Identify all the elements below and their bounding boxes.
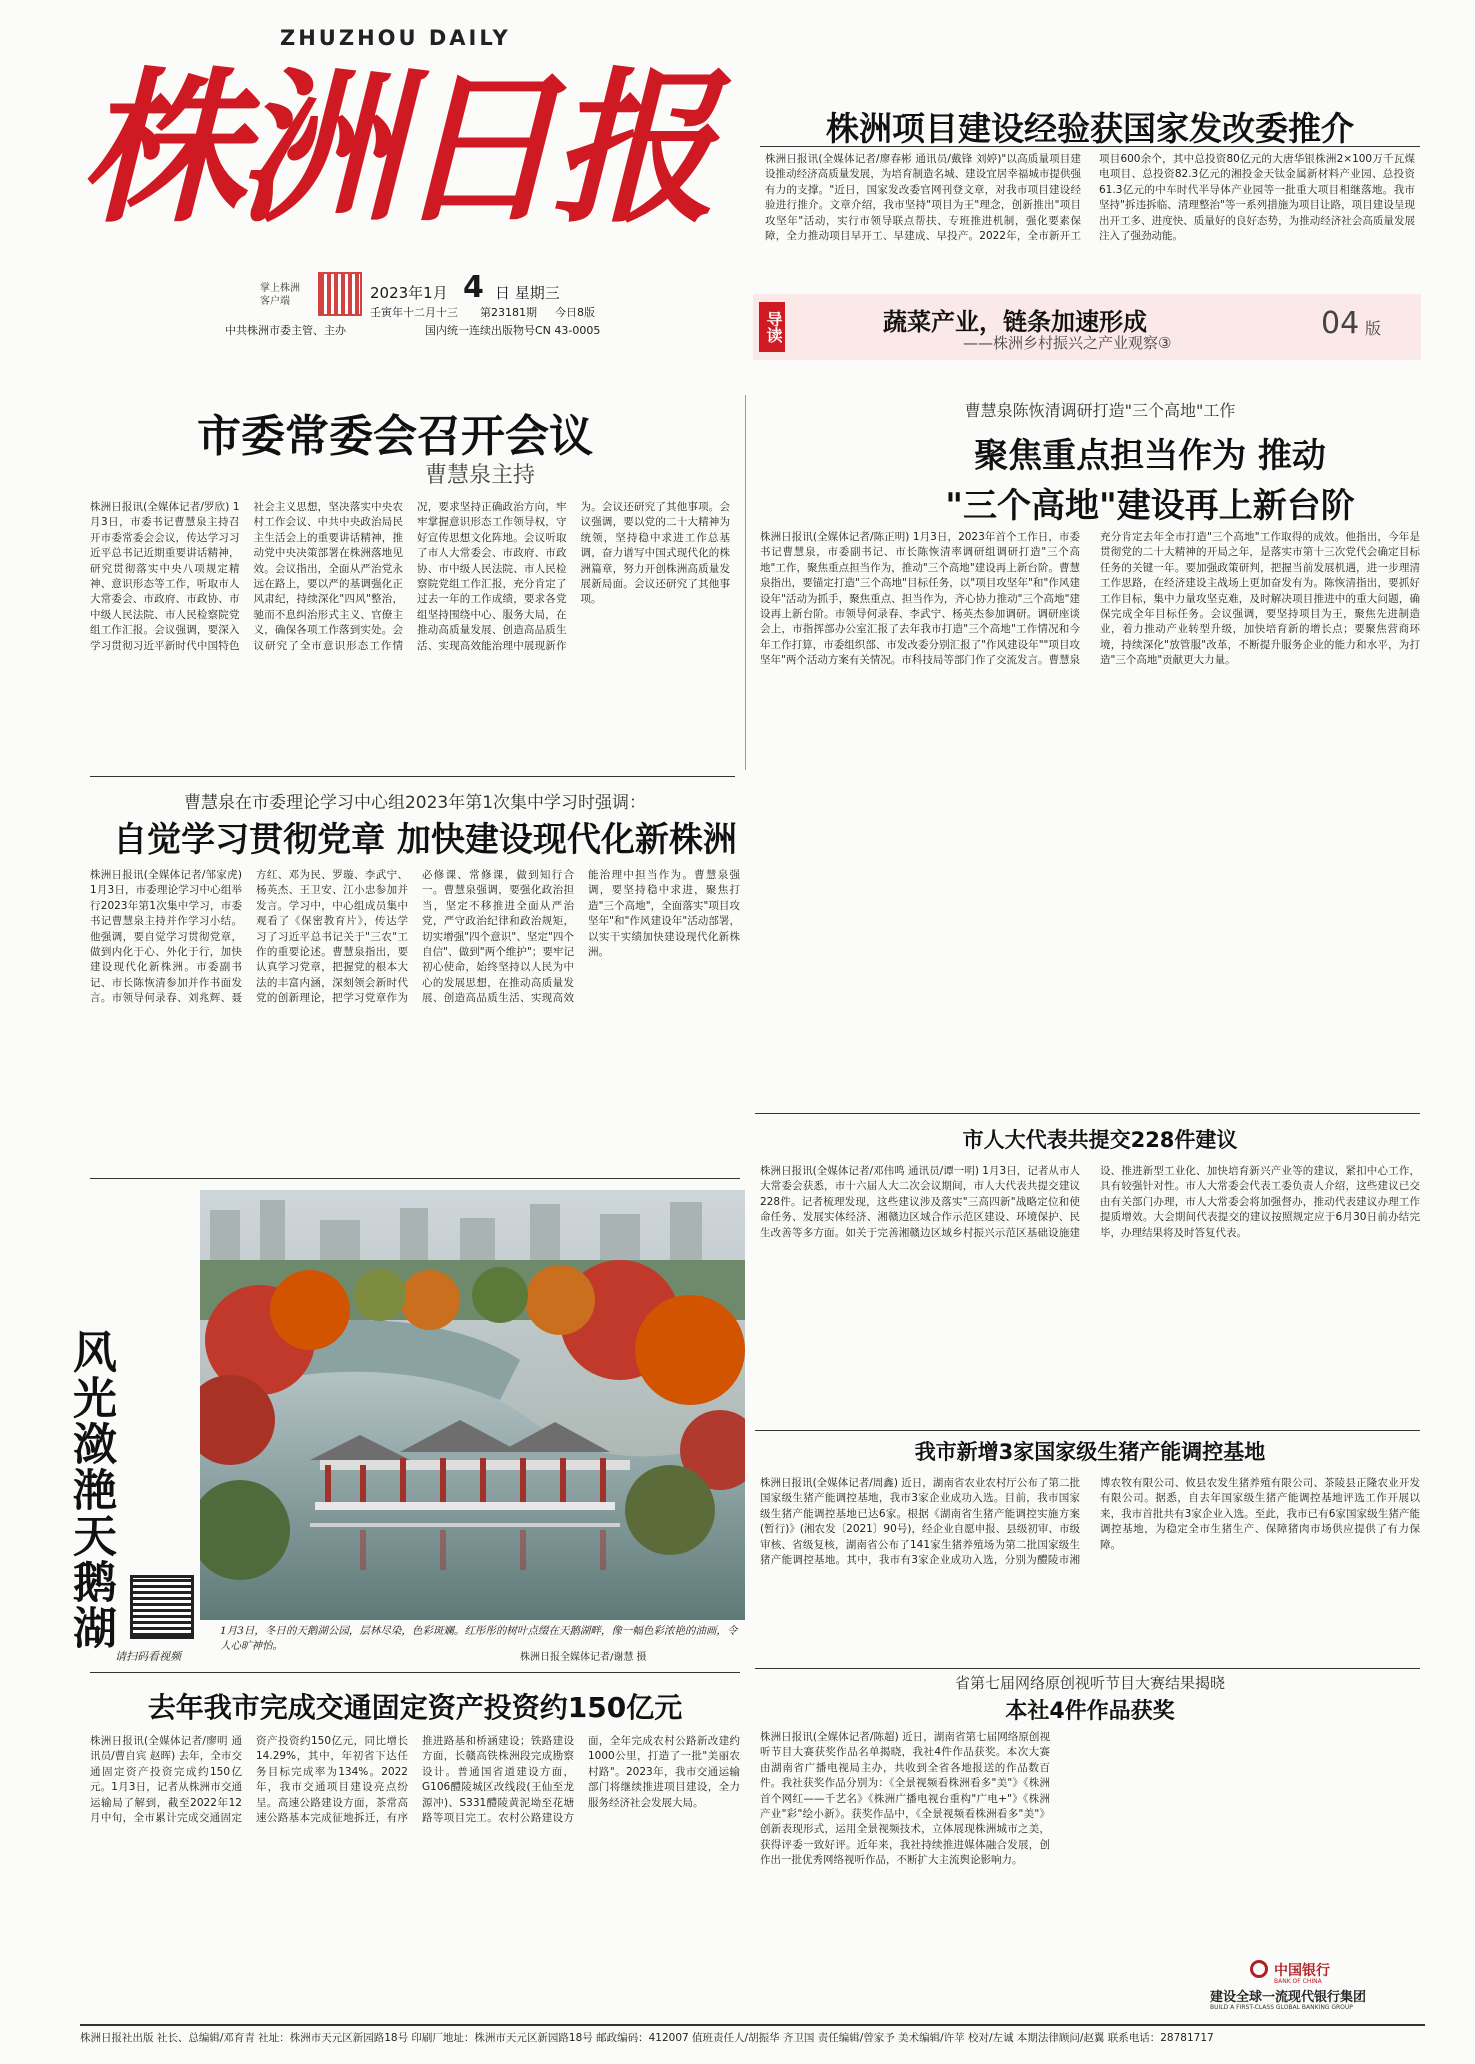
bank-slogan: 建设全球一流现代银行集团 bbox=[1210, 1990, 1367, 2005]
story3-body: 株洲日报讯(全媒体记者/邹家虎) 1月3日，市委理论学习中心组举行2023年第1次集中学习，市委书记曹慧泉主持并作学习小结。他强调，要自觉学习贯彻党章，做到内化于心、外化于行，加快建设现代化新株洲。市委副书记、市长陈恢清参加并作书面发言。市领导何录春、刘兆辉、聂方红、邓为民、罗璇、李武宁、杨英杰、王卫安、江小忠参加并发言。学习中，中心组成员集中观看了《保密教育片》，传达学习了习近平总书记关于"三农"工作的重要论述。曹慧泉指出，要认真学习党章，把握党的根本大法的丰富内涵，深刻领会新时代党的创新理论，把学习党章作为必修课、常修课，做到知行合一。曹慧泉强调，要强化政治担当，坚定不移推进全面从严治党，严守政治纪律和政治规矩，切实增强"四个意识"、坚定"四个自信"、做到"两个维护"；要牢记初心使命，始终坚持以人民为中心的发展思想，在推动高质量发展、创造高品质生活、实现高效能治理中担当作为。曹慧泉强调，要坚持稳中求进，聚焦打造"三个高地"，全面落实"项目攻坚年"和"作风建设年"活动部署，以实干实绩加快建设现代化新株洲。 bbox=[90, 869, 740, 1005]
bank-ad[interactable] bbox=[1060, 1958, 1420, 2020]
story5-headline: 我市新增3家国家级生猪产能调控基地 bbox=[914, 1440, 1266, 1464]
story1-headline: 市委常委会召开会议 bbox=[197, 411, 593, 462]
story7-headline: 去年我市完成交通固定资产投资约150亿元 bbox=[147, 1691, 683, 1724]
cn-number: 国内统一连续出版物号CN 43-0005 bbox=[425, 324, 601, 337]
story2-headline-1: 聚焦重点担当作为 推动 bbox=[974, 436, 1326, 476]
preview-bar[interactable] bbox=[753, 294, 1421, 360]
photo-qr-label: 请扫码看视频 bbox=[115, 1650, 181, 1663]
top-story-headline: 株洲项目建设经验获国家发改委推介 bbox=[826, 109, 1354, 148]
story7-body: 株洲日报讯(全媒体记者/廖明 通讯员/曹自宾 赵晖) 去年，全市交通固定资产投资完成约150亿元。1月3日，记者从株洲市交通运输局了解到，截至2022年12月中旬，全市累计完成交通固定资产投资约150亿元，同比增长14.29%，其中，年初省下达任务目标完成率为134%。2022年，我市交通项目建设亮点纷呈。高速公路建设方面，茶常高速公路基本完成征地拆迁，有序推进路基和桥涵建设；铁路建设方面，长赣高铁株洲段完成勘察设计。普通国省道建设方面，G106醴陵城区改线段(王仙至龙源冲)、S331醴陵黄泥坳至花塘路等项目完工。农村公路建设方面，全年完成农村公路新改建约1000公里，打造了一批"美丽农村路"。2023年，我市交通运输部门将继续推进项目建设，全力服务经济社会发展大局。 bbox=[90, 1735, 740, 1825]
story6-body-cont bbox=[1060, 1730, 1420, 1955]
story1-body: 株洲日报讯(全媒体记者/罗欣) 1月3日，市委书记曹慧泉主持召开市委常委会会议，传达学习习近平总书记近期重要讲话精神，研究贯彻落实中央八项规定精神、意识形态等工作，听取市人大常委会、市政府、市政协、市中级人民法院、市人民检察院党组工作汇报。会议强调，要深入学习贯彻习近平新时代中国特色社会主义思想，坚决落实中央农村工作会议、中共中央政治局民主生活会上的重要讲话精神，推动党中央决策部署在株洲落地见效。会议指出，全面从严治党永远在路上，要以严的基调强化正风肃纪，持续深化"四风"整治，驰而不息纠治形式主义、官僚主义，确保各项工作落到实处。会议研究了全市意识形态工作情况，要求坚持正确政治方向，牢牢掌握意识形态工作领导权，守好宣传思想文化阵地。会议听取了市人大常委会、市政府、市政协、市中级人民法院、市人民检察院党组工作汇报，充分肯定了过去一年的工作成绩，要求各党组坚持围绕中心、服务大局，在推动高质量发展、创造高品质生活、实现高效能治理中展现新作为。会议还研究了其他事项。会议强调，要以党的二十大精神为统领，坚持稳中求进工作总基调，奋力谱写中国式现代化的株洲篇章，努力开创株洲高质量发展新局面。会议还研究了其他事项。 bbox=[90, 501, 730, 652]
photo-vertical-title: 风光潋滟天鹅湖 bbox=[65, 1329, 116, 1651]
photo-caption: 1月3日，冬日的天鹅湖公园，层林尽染，色彩斑斓。红彤彤的树叶点缀在天鹅湖畔，像一幅色彩浓艳的油画，令人心旷神怡。 bbox=[220, 1625, 738, 1652]
preview-page-no: 04 bbox=[1321, 306, 1360, 341]
app-qr-label: 掌上株洲 客户端 bbox=[260, 283, 300, 307]
bank-logo-icon bbox=[1250, 1960, 1268, 1978]
story6-body: 株洲日报讯(全媒体记者/陈超) 近日，湖南省第七届网络原创视听节目大赛获奖作品名单揭晓，我社4件作品获奖。本次大赛由湖南省广播电视局主办，共收到全省各地报送的作品数百件。我社获奖作品分别为：《全景视频看株洲看多"美"》《株洲首个网红——千艺名》《株洲广播电视台重构"广电+"》《株洲产业"彩"绘小新》。获奖作品中，《全景视频看株洲看多"美"》创新表现形式，运用全景视频技术，立体展现株洲城市之美，获得评委一致好评。近年来，我社持续推进媒体融合发展，创作出一批优秀网络视听作品，不断扩大主流舆论影响力。 bbox=[760, 1731, 1050, 1867]
masthead-title: 株洲日报 bbox=[80, 51, 708, 245]
story2-body: 株洲日报讯(全媒体记者/陈正明) 1月3日，2023年首个工作日，市委书记曹慧泉，市委副书记、市长陈恢清率调研组调研打造"三个高地"工作，聚焦重点担当作为，推动"三个高地"建设再上新台阶。曹慧泉指出，要锚定打造"三个高地"目标任务，以"项目攻坚年"和"作风建设年"活动为抓手，聚焦重点、担当作为，齐心协力推动"三个高地"建设再上新台阶。市领导何录春、李武宁、杨英杰参加调研。调研座谈会上，市指挥部办公室汇报了去年我市打造"三个高地"工作情况和今年工作打算，市委组织部、市发改委分别汇报了"作风建设年""项目攻坚年"两个活动方案有关情况。市科技局等部门作了交流发言。曹慧泉充分肯定去年全市打造"三个高地"工作取得的成效。他指出，今年是贯彻党的二十大精神的开局之年，是落实市第十三次党代会确定目标任务的关键一年。要加强政策研判，把握当前发展机遇，进一步理清工作思路，在经济建设主战场上更加奋发有为。陈恢清指出，要抓好工作目标，集中力量攻坚克难，及时解决项目推进中的重大问题，确保完成全年目标任务。会议强调，要坚持项目为王，聚焦先进制造业，着力推动产业转型升级，加快培育新的增长点；要聚焦营商环境，持续深化"放管服"改革，不断提升服务企业的能力和水平，为打造"三个高地"贡献更大力量。 bbox=[760, 531, 1420, 667]
story3-headline: 自觉学习贯彻党章 加快建设现代化新株洲 bbox=[113, 820, 737, 860]
story2-kicker: 曹慧泉陈恢清调研打造"三个高地"工作 bbox=[964, 401, 1236, 420]
photo-credit: 株洲日报全媒体记者/谢慧 摄 bbox=[520, 1652, 647, 1663]
app-qr-code[interactable] bbox=[318, 272, 362, 316]
bank-slogan-en: BUILD A FIRST-CLASS GLOBAL BANKING GROUP bbox=[1210, 2004, 1353, 2011]
story1-subhead: 曹慧泉主持 bbox=[424, 463, 535, 488]
bank-name: 中国银行 bbox=[1274, 1963, 1330, 1979]
preview-title: 蔬菜产业，链条加速形成 bbox=[883, 308, 1147, 336]
day-number: 4 bbox=[463, 270, 484, 305]
english-title: ZHUZHOU DAILY bbox=[280, 26, 511, 50]
lake-photo bbox=[200, 1190, 745, 1620]
lunar-date: 壬寅年十二月十三 bbox=[370, 306, 458, 319]
date-line: 2023年1月 bbox=[370, 284, 448, 302]
preview-page-unit: 版 bbox=[1365, 319, 1382, 338]
top-story-body: 株洲日报讯(全媒体记者/廖春彬 通讯员/戴锋 刘婷)"以高质量项目建设推动经济高质量发展，为培育制造名城、建设宜居幸福城市提供强有力的支撑。"近日，国家发改委官网刊登文章，对我市项目建设经验进行推介。文章介绍，我市坚持"项目为王"理念，创新推出"项目攻坚年"活动，实行市领导联点帮扶、专班推进机制，强化要素保障，全力推动项目早开工、早建成、早投产。2022年，全市新开工项目600余个，其中总投资80亿元的大唐华银株洲2×100万千瓦煤电项目、总投资82.3亿元的湘投金天钛金属新材料产业园、总投资61.3亿元的中车时代半导体产业园等一批重大项目相继落地。我市坚持"拆违拆临、清理整治"等一系列措施为项目让路，项目建设呈现出开工多、进度快、质量好的良好态势，为推动经济社会高质量发展注入了强劲动能。 bbox=[765, 153, 1415, 243]
photo-qr-code[interactable] bbox=[130, 1575, 194, 1639]
preview-subtitle: ——株洲乡村振兴之产业观察③ bbox=[963, 334, 1172, 352]
preview-tag: 导读 bbox=[759, 302, 785, 352]
issue-number: 第23181期 bbox=[480, 306, 537, 319]
bank-en: BANK OF CHINA bbox=[1274, 1978, 1322, 1985]
footer: 株洲日报社出版 社长、总编辑/邓育青 社址：株洲市天元区新园路18号 印刷厂地址：株洲市天元区新园路18号 邮政编码：412007 值班责任人/胡振华 齐卫国 责任编辑/曾家予 美术编辑/许苹 校对/左诚 本期法律顾问/赵翼 联系电话：28781717 bbox=[80, 2032, 1214, 2044]
story4-headline: 市人大代表共提交228件建议 bbox=[962, 1128, 1238, 1152]
masthead bbox=[50, 0, 740, 395]
page-count: 今日8版 bbox=[555, 306, 595, 319]
story5-body: 株洲日报讯(全媒体记者/周鑫) 近日，湖南省农业农村厅公布了第二批国家级生猪产能调控基地，我市3家企业成功入选。目前，我市国家级生猪产能调控基地已达6家。根据《湖南省生猪产能调控实施方案(暂行)》(湘农发〔2021〕90号)，经企业自愿申报、县级初审、市级审核、省级复核，湖南省公布了141家生猪养殖场为第二批国家级生猪产能调控基地。其中，我市有3家企业成功入选，分别为醴陵市湘博农牧有限公司、攸县农发生猪养殖有限公司、茶陵县正隆农业开发有限公司。据悉，自去年国家级生猪产能调控基地评选工作开展以来，我市首批共有3家企业入选。至此，我市已有6家国家级生猪产能调控基地，为稳定全市生猪生产、保障猪肉市场供应提供了有力保障。 bbox=[760, 1477, 1420, 1567]
publisher: 中共株洲市委主管、主办 bbox=[225, 324, 346, 337]
story3-kicker: 曹慧泉在市委理论学习中心组2023年第1次集中学习时强调： bbox=[183, 793, 647, 813]
story2-headline-2: "三个高地"建设再上新台阶 bbox=[945, 486, 1355, 526]
story4-body: 株洲日报讯(全媒体记者/邓伟鸣 通讯员/谭一明) 1月3日，记者从市人大常委会获悉，市十六届人大二次会议期间，市人大代表共提交建议228件。记者梳理发现，这些建议涉及落实"三高四新"战略定位和使命任务、发展实体经济、湘赣边区域合作示范区建设、环境保护、民生改善等多方面。如关于完善湘赣边区域乡村振兴示范区基础设施建设、推进新型工业化、加快培育新兴产业等的建议，紧扣中心工作，具有较强针对性。市人大常委会代表工委负责人介绍，这些建议已交由有关部门办理，市人大常委会将加强督办，推动代表建议办理工作提质增效。大会期间代表提交的建议按照规定应于6月30日前办结完毕，办理结果将及时答复代表。 bbox=[760, 1165, 1420, 1239]
story6-headline: 本社4件作品获奖 bbox=[1005, 1699, 1175, 1724]
day-suffix: 日 星期三 bbox=[495, 284, 560, 302]
story6-kicker: 省第七届网络原创视听节目大赛结果揭晓 bbox=[954, 1674, 1225, 1692]
